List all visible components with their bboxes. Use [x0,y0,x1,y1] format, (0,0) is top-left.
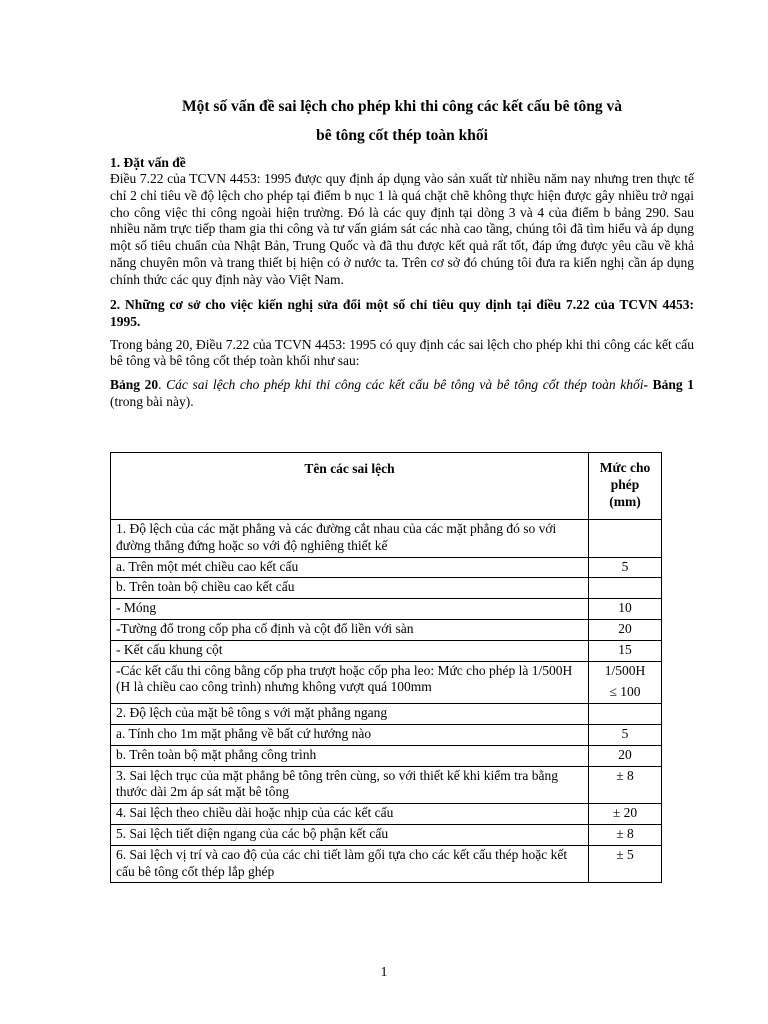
allowed-value-cell: 5 [589,557,662,578]
table-row [111,804,662,825]
document-body [110,92,694,411]
allowed-value-cell: ± 5 [589,845,662,883]
section-2-paragraph: Trong bảng 20, Điều 7.22 của TCVN 4453: 1995 có quy định các sai lệch cho phép khi thi công các kết cấu bê tông và bê tông cốt thép toàn khối như sau: [110,336,694,369]
table-row [111,845,662,883]
tolerance-table [110,452,662,883]
table-row [111,578,662,599]
table-row [111,724,662,745]
deviation-name-cell: 6. Sai lệch vị trí và cao độ của các chi tiết làm gối tựa cho các kết cấu thép hoặc kết cấu bê tông cốt thép lắp ghép [111,845,589,883]
table-row [111,619,662,640]
deviation-name-cell: 2. Độ lệch của mặt bê tông s với mặt phẳng ngang [111,704,589,725]
allowed-value-cell [589,520,662,558]
title-line-1: Một số vấn đề sai lệch cho phép khi thi công các kết cấu bê tông và [181,98,623,115]
allowed-value-cell: ± 8 [589,766,662,804]
allowed-value-line-1: 1/500H [604,662,646,678]
table-row [111,704,662,725]
allowed-value-cell [589,578,662,599]
table-row [111,661,662,704]
caption-dot: . [158,377,167,393]
title-line-2: bê tông cốt thép toàn khối [316,127,488,144]
table-row [111,766,662,804]
deviation-name-cell: a. Trên một mét chiều cao kết cấu [111,557,589,578]
section-2-heading: 2. Những cơ sở cho việc kiến nghị sửa đổi một số chỉ tiêu quy dịnh tại điều 7.22 của TCVN 4453: 1995. [110,296,694,329]
document-title [70,92,734,150]
allowed-value-cell: 20 [589,619,662,640]
table-row [111,824,662,845]
allowed-value-line-2: ≤ 100 [609,684,641,700]
deviation-name-cell: 1. Độ lệch của các mặt phẳng và các đường cắt nhau của các mặt phẳng đó so với đường thẳng đứng hoặc so với độ nghiêng thiết kế [111,520,589,558]
deviation-name-cell: 3. Sai lệch trục của mặt phẳng bê tông trên cùng, so với thiết kế khi kiểm tra bằng thước dài 2m áp sát mặt bê tông [111,766,589,804]
allowed-value-cell: ± 20 [589,804,662,825]
deviation-name-cell: - Kết cấu khung cột [111,640,589,661]
deviation-name-cell: b. Trên toàn bộ mặt phẳng công trình [111,745,589,766]
table-row [111,640,662,661]
section-1-paragraph: Điều 7.22 của TCVN 4453: 1995 được quy định áp dụng vào sản xuất từ nhiều năm nay nhưng tren thực tế chỉ 2 chỉ tiêu về độ lệch cho phép tại điểm b nục 1 là quá chặt chẽ không thực hiện được gây nhiều trở ngại cho công việc thi công ngoài hiện trường. Đó là các quy định tại dòng 3 và 4 của điểm b bảng 290. Sau nhiều năm trực tiếp tham gia thi công và tư vấn giám sát các nhà cao tầng, chúng tôi đã tìm hiểu và áp dụng một số tiêu chuẩn của Nhật Bản, Trung Quốc và đã thu được kết quả rất tốt, đáp ứng được yêu cầu về khả năng chuyên môn và trang thiết bị hiện có ở nước ta. Trên cơ sở đó chúng tôi đưa ra kiến nghị cần áp dụng chính thức các quy định này vào Việt Nam. [110,171,694,287]
table-caption [110,377,694,411]
table-row [111,557,662,578]
section-1-heading: 1. Đặt vấn đề [110,155,186,170]
allowed-value-cell [589,661,662,704]
allowed-value-cell [589,704,662,725]
deviation-name-cell: -Các kết cấu thi công bằng cốp pha trượt hoặc cốp pha leo: Mức cho phép là 1/500H (H là chiều cao công trình) nhưng không vượt quá 100mm [111,661,589,704]
allowed-value-cell: 10 [589,599,662,620]
caption-tail: (trong bài này). [110,393,194,409]
allowed-value-cell: 15 [589,640,662,661]
caption-table-ref: - Bảng 1 [643,377,695,393]
deviation-name-cell: 4. Sai lệch theo chiều dài hoặc nhịp của các kết cấu [111,804,589,825]
page-number: 1 [380,964,388,979]
allowed-value-cell: ± 8 [589,824,662,845]
deviation-name-cell: 5. Sai lệch tiết diện ngang của các bộ phận kết cấu [111,824,589,845]
table-row [111,520,662,558]
table-row [111,599,662,620]
header-allowed-value: Mức cho phép (mm) [589,453,662,520]
table-body [111,520,662,883]
deviation-name-cell: b. Trên toàn bộ chiều cao kết cấu [111,578,589,599]
allowed-value-cell: 20 [589,745,662,766]
header-deviation-name: Tên các sai lệch [111,453,589,520]
deviation-name-cell: a. Tính cho 1m mặt phẳng về bất cứ hướng nào [111,724,589,745]
table-row [111,745,662,766]
caption-italic: Các sai lệch cho phép khi thi công các kết cấu bê tông và bê tông cốt thép toàn khối [166,377,644,393]
caption-label: Bảng 20 [110,377,159,393]
deviation-name-cell: -Tường đổ trong cốp pha cố định và cột đổ liền với sàn [111,619,589,640]
tolerance-table-container [110,452,662,883]
table-header-row [111,453,662,520]
deviation-name-cell: - Móng [111,599,589,620]
allowed-value-cell: 5 [589,724,662,745]
